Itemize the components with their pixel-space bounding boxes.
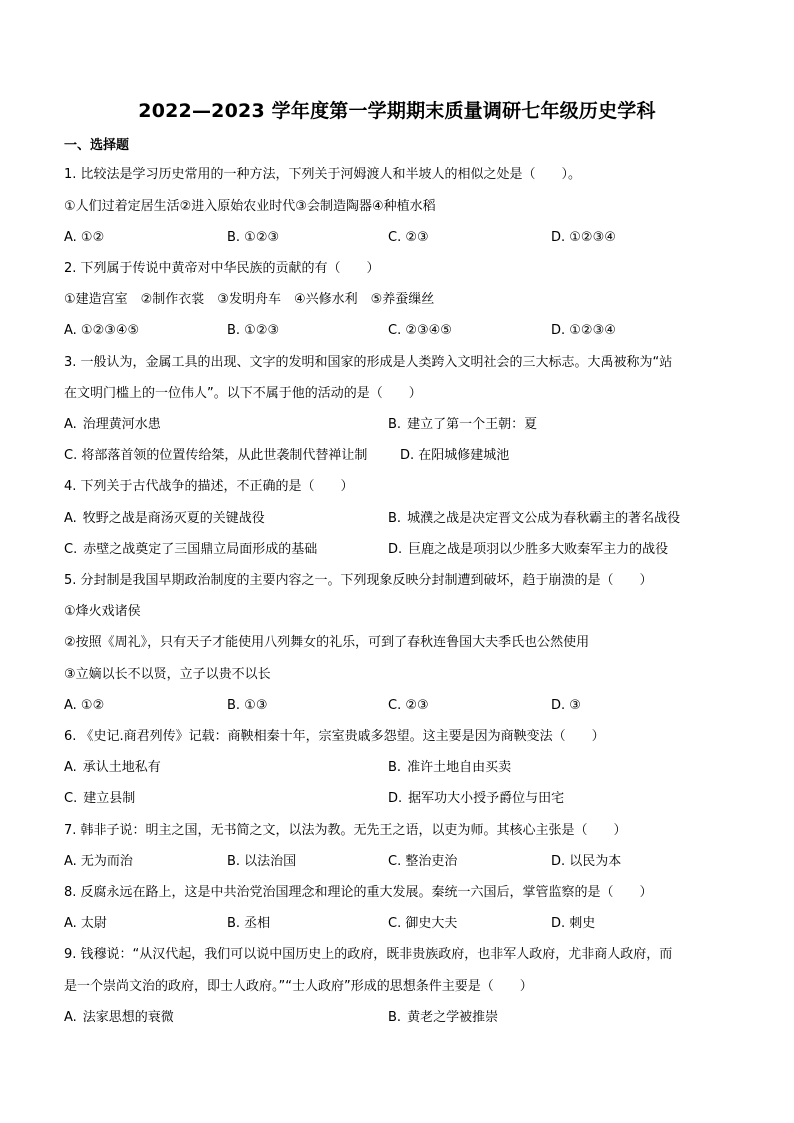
question-2-stem: 2. 下列属于传说中黄帝对中华民族的贡献的有（ ） (64, 261, 380, 276)
option-label: B. (388, 417, 402, 432)
question-7-option-d[interactable]: D. 以民为本 (551, 854, 622, 869)
option-label: D. (388, 791, 403, 806)
question-3-stem-line-2: 在文明门槛上的一位伟人”。以下不属于他的活动的是（ ） (64, 386, 422, 401)
question-2-items: ①建造宫室 ②制作衣裳 ③发明舟车 ④兴修水利 ⑤养蚕缫丝 (64, 292, 435, 307)
option-text: 法家思想的衰微 (82, 1010, 174, 1025)
question-6-option-b[interactable] (388, 759, 511, 777)
question-4-option-a[interactable] (64, 510, 265, 528)
question-2-option-d[interactable]: D. ①②③④ (551, 323, 616, 338)
question-5-item-3: ③立嫡以长不以贤，立子以贵不以长 (64, 667, 271, 682)
question-1-option-b[interactable]: B. ①②③ (227, 230, 280, 245)
question-9-stem-line-2: 是一个崇尚文治的政府，即士人政府。”“士人政府”形成的思想条件主要是（ ） (64, 979, 533, 994)
page-title: 2022—2023 学年度第一学期期末质量调研七年级历史学科 (138, 100, 656, 122)
question-9-option-a[interactable] (64, 1009, 174, 1027)
option-label: B. (388, 1010, 402, 1025)
option-text: 黄老之学被推崇 (407, 1010, 499, 1025)
option-text: 建立了第一个王朝：夏 (407, 417, 538, 432)
question-3-option-c[interactable]: C. 将部落首领的位置传给桀，从此世袭制代替禅让制 (64, 448, 368, 463)
question-2-option-c[interactable]: C. ②③④⑤ (388, 323, 452, 338)
option-text: 据军功大小授予爵位与田宅 (408, 791, 565, 806)
question-1-items: ①人们过着定居生活②进入原始农业时代③会制造陶器④种植水稻 (64, 199, 436, 214)
question-1-option-a[interactable]: A. ①② (64, 230, 105, 245)
question-6-option-c[interactable] (64, 790, 135, 808)
question-1-stem: 1. 比较法是学习历史常用的一种方法，下列关于河姆渡人和半坡人的相似之处是（ ）。 (64, 167, 582, 182)
question-4-option-d[interactable] (388, 541, 668, 559)
question-6-option-a[interactable] (64, 759, 161, 777)
option-text: 赤壁之战奠定了三国鼎立局面形成的基础 (83, 542, 318, 557)
question-6-stem: 6. 《史记.商君列传》记载：商鞅相秦十年，宗室贵戚多怨望。这主要是因为商鞅变法（ ） (64, 729, 605, 744)
question-7-option-c[interactable]: C. 整治吏治 (388, 854, 458, 869)
question-5-stem: 5. 分封制是我国早期政治制度的主要内容之一。下列现象反映分封制遭到破坏，趋于崩溃的是（ ） (64, 573, 653, 588)
question-6-option-d[interactable] (388, 790, 564, 808)
option-label: A. (64, 417, 77, 432)
question-7-stem: 7. 韩非子说：明主之国，无书简之文，以法为教。无先王之语，以吏为师。其核心主张是（ ） (64, 823, 627, 838)
option-text: 巨鹿之战是项羽以少胜多大败秦军主力的战役 (408, 542, 669, 557)
option-text: 治理黄河水患 (82, 417, 161, 432)
option-label: D. (388, 542, 403, 557)
question-3-stem-line-1: 3. 一般认为，金属工具的出现、文字的发明和国家的形成是人类跨入文明社会的三大标志。大禹被称为“站 (64, 355, 673, 370)
option-text: 承认土地私有 (82, 760, 161, 775)
option-text: 建立县制 (83, 791, 136, 806)
question-9-option-b[interactable] (388, 1009, 498, 1027)
question-8-option-b[interactable]: B. 丞相 (227, 916, 271, 931)
option-label: A. (64, 511, 77, 526)
question-1-option-d[interactable]: D. ①②③④ (551, 230, 616, 245)
option-label: C. (64, 791, 78, 806)
question-2-option-a[interactable]: A. ①②③④⑤ (64, 323, 140, 338)
question-8-option-d[interactable]: D. 刺史 (551, 916, 596, 931)
question-3-option-d[interactable]: D. 在阳城修建城池 (400, 448, 510, 463)
option-label: A. (64, 1010, 77, 1025)
question-5-item-1: ①烽火戏诸侯 (64, 604, 141, 619)
option-text: 牧野之战是商汤灭夏的关键战役 (82, 511, 265, 526)
option-text: 准许土地自由买卖 (407, 760, 512, 775)
question-5-option-a[interactable]: A. ①② (64, 698, 105, 713)
question-5-option-c[interactable]: C. ②③ (388, 698, 429, 713)
question-8-stem: 8. 反腐永远在路上，这是中共治党治国理念和理论的重大发展。秦统一六国后，掌管监察的是（ ） (64, 885, 653, 900)
question-3-option-b[interactable] (388, 416, 537, 434)
question-4-option-c[interactable] (64, 541, 317, 559)
question-5-option-b[interactable]: B. ①③ (227, 698, 268, 713)
section-heading: 一、选择题 (64, 138, 130, 153)
question-5-item-2: ②按照《周礼》，只有天子才能使用八列舞女的礼乐，可到了春秋连鲁国大夫季氏也公然使用 (64, 635, 590, 650)
question-9-stem-line-1: 9. 钱穆说：“从汉代起，我们可以说中国历史上的政府，既非贵族政府，也非军人政府，尤非商人政府，而 (64, 947, 673, 962)
question-4-option-b[interactable] (388, 510, 680, 528)
question-2-option-b[interactable]: B. ①②③ (227, 323, 280, 338)
question-7-option-b[interactable]: B. 以法治国 (227, 854, 297, 869)
question-5-option-d[interactable]: D. ③ (551, 698, 581, 713)
option-label: C. (64, 542, 78, 557)
option-label: B. (388, 511, 402, 526)
option-label: B. (388, 760, 402, 775)
question-4-stem: 4. 下列关于古代战争的描述，不正确的是（ ） (64, 479, 354, 494)
question-1-option-c[interactable]: C. ②③ (388, 230, 429, 245)
option-label: A. (64, 760, 77, 775)
question-8-option-c[interactable]: C. 御史大夫 (388, 916, 458, 931)
question-3-option-a[interactable] (64, 416, 161, 434)
question-7-option-a[interactable]: A. 无为而治 (64, 854, 133, 869)
option-text: 城濮之战是决定晋文公成为春秋霸主的著名战役 (407, 511, 681, 526)
question-8-option-a[interactable]: A. 太尉 (64, 916, 107, 931)
